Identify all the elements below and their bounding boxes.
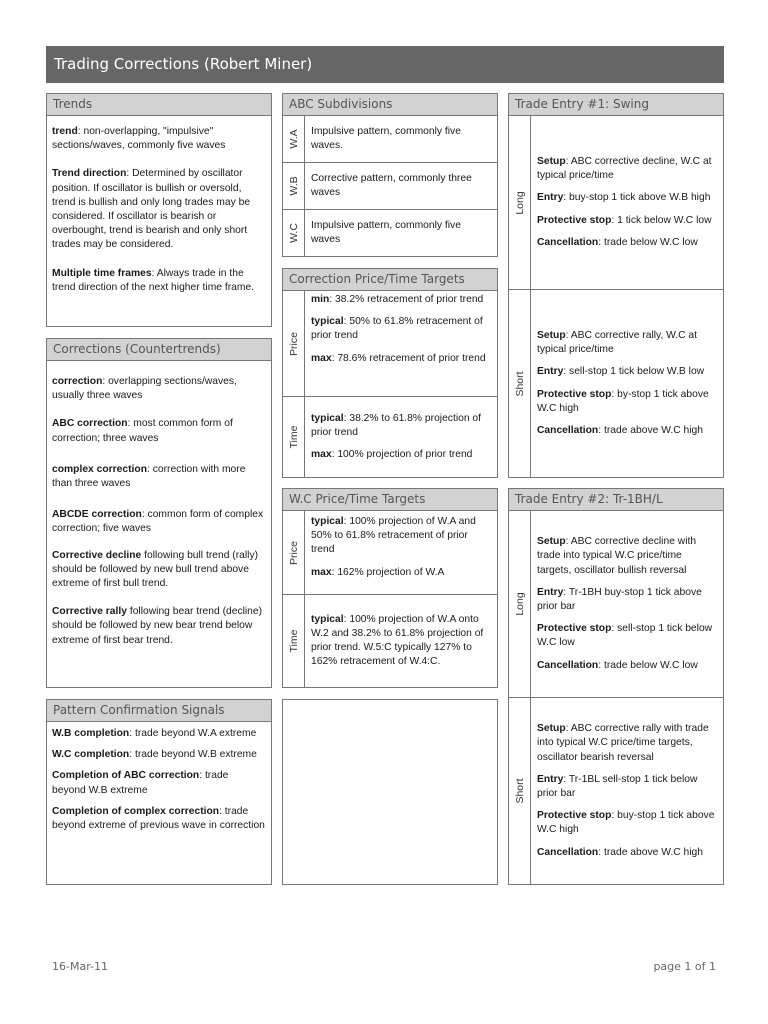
te2-short-label: Short (513, 778, 526, 804)
te2-long-item: Cancellation: trade below W.C low (537, 659, 698, 671)
abc-row-text: Impulsive pattern, commonly five waves (311, 219, 461, 245)
abc-row-label: W.B (287, 176, 300, 196)
corrections-item: correction: overlapping sections/waves, usually three waves (52, 376, 237, 402)
te1-short-item: Cancellation: trade above W.C high (537, 424, 703, 436)
te2-header: Trade Entry #2: Tr-1BH/L (509, 489, 723, 511)
corrections-item: ABCDE correction: common form of complex correction; five waves (52, 509, 264, 535)
abc-row-label: W.C (287, 223, 300, 243)
cpt-time-label: Time (287, 425, 300, 449)
wct-price-item: max: 162% projection of W.A (311, 566, 445, 578)
abc-row (283, 210, 497, 256)
wct-price-item: typical: 100% projection of W.A and 50% to 61.8% retracement of prior trend (311, 516, 476, 556)
trends-header: Trends (47, 94, 271, 116)
trends-item: Multiple time frames: Always trade in the trend direction of the next higher time frame. (52, 267, 255, 293)
cpt-price-item: typical: 50% to 61.8% retracement of prior trend (311, 316, 483, 342)
trends-body (47, 116, 271, 295)
wc-targets-panel (282, 488, 498, 688)
te2-long-item: Setup: ABC corrective decline with trade into typical W.C price/time targets, oscillator bullish reversal (537, 536, 697, 576)
cpt-time-row (283, 397, 497, 477)
footer-page-number: page 1 of 1 (653, 960, 716, 973)
trade-entry-swing-panel (508, 93, 724, 478)
te1-long-item: Entry: buy-stop 1 tick above W.B high (537, 192, 711, 204)
pattern-item: Completion of complex correction: trade beyond extreme of previous wave in correction (52, 805, 265, 832)
corrections-panel (46, 338, 272, 688)
trends-item: trend: non-overlapping, "impulsive" sections/waves, commonly five waves (52, 126, 226, 152)
cpt-price-item: max: 78.6% retracement of prior trend (311, 352, 486, 364)
abc-header: ABC Subdivisions (283, 94, 497, 116)
wct-header: W.C Price/Time Targets (283, 489, 497, 511)
abc-row-text: Impulsive pattern, commonly five waves. (311, 125, 461, 151)
cpt-time-item: typical: 38.2% to 61.8% projection of prior trend (311, 412, 482, 438)
cpt-price-row (283, 291, 497, 397)
trends-item: Trend direction: Determined by oscillator position. If oscillator is bullish or oversold, trend is bullish and only long trades may be considered. If oscillator is bearish or overbought, trend is bearish and only short trades may be considered. (52, 168, 251, 251)
abc-row-text: Corrective pattern, commonly three waves (311, 172, 472, 198)
abc-row (283, 116, 497, 163)
te1-long-item: Protective stop: 1 tick below W.C low (537, 214, 712, 226)
corrections-item: Corrective rally following bear trend (decline) should be followed by new bear trend below extreme of first bear trend. (52, 606, 263, 646)
empty-panel (282, 699, 498, 885)
te2-long-item: Protective stop: sell-stop 1 tick below W.C low (537, 623, 713, 649)
te2-short-item: Cancellation: trade above W.C high (537, 846, 703, 858)
te2-short-item: Setup: ABC corrective rally with trade into typical W.C price/time targets, oscillator bearish reversal (537, 723, 709, 763)
te1-short-item: Entry: sell-stop 1 tick below W.B low (537, 366, 705, 378)
footer-date: 16-Mar-11 (52, 960, 108, 973)
trade-entry-tr1b-panel (508, 488, 724, 885)
wct-price-label: Price (287, 540, 300, 565)
te2-long-label: Long (513, 592, 526, 616)
cpt-header: Correction Price/Time Targets (283, 269, 497, 291)
te2-long-item: Entry: Tr-1BH buy-stop 1 tick above prior bar (537, 586, 702, 612)
abc-subdivisions-panel (282, 93, 498, 257)
te2-long-row (509, 511, 723, 698)
correction-targets-panel (282, 268, 498, 478)
te1-short-label: Short (513, 370, 526, 397)
wct-time-label: Time (287, 629, 300, 653)
te2-short-row (509, 698, 723, 884)
abc-row-label: W.A (287, 129, 300, 149)
pattern-item: Completion of ABC correction: trade beyond W.B extreme (52, 770, 229, 796)
pattern-item: W.C completion: trade beyond W.B extreme (52, 749, 257, 761)
wct-time-item: typical: 100% projection of W.A onto W.2 and 38.2% to 61.8% projection of prior trend. W.5:C typically 127% to 162% retracement of W.4:C. (311, 613, 484, 668)
te1-long-label: Long (513, 190, 526, 215)
te2-short-item: Entry: Tr-1BL sell-stop 1 tick below prior bar (537, 773, 698, 799)
wct-price-row (283, 511, 497, 595)
te1-short-row (509, 290, 723, 477)
te1-long-item: Cancellation: trade below W.C low (537, 236, 698, 248)
pattern-body (47, 722, 271, 833)
pattern-header: Pattern Confirmation Signals (47, 700, 271, 722)
pattern-item: W.B completion: trade beyond W.A extreme (52, 728, 257, 739)
cpt-price-label: Price (287, 331, 300, 356)
page-title: Trading Corrections (Robert Miner) (46, 46, 724, 83)
te1-long-item: Setup: ABC corrective decline, W.C at typical price/time (537, 155, 712, 182)
te1-long-row (509, 116, 723, 290)
te1-header: Trade Entry #1: Swing (509, 94, 723, 116)
corrections-item: ABC correction: most common form of correction; three waves (52, 418, 233, 444)
corrections-body (47, 361, 271, 648)
te1-short-item: Protective stop: by-stop 1 tick above W.C high (537, 388, 709, 414)
corrections-item: complex correction: correction with more than three waves (52, 463, 246, 490)
cpt-time-item: max: 100% projection of prior trend (311, 449, 473, 461)
corrections-header: Corrections (Countertrends) (47, 339, 271, 361)
corrections-item: Corrective decline following bull trend (rally) should be followed by new bull trend above extreme of first bull trend. (52, 549, 259, 590)
wct-time-row (283, 595, 497, 687)
trends-panel (46, 93, 272, 327)
abc-row (283, 163, 497, 210)
cpt-price-item: min: 38.2% retracement of prior trend (311, 294, 484, 305)
te2-short-item: Protective stop: buy-stop 1 tick above W.C high (537, 810, 715, 836)
te1-short-item: Setup: ABC corrective rally, W.C at typical price/time (537, 329, 698, 356)
pattern-panel (46, 699, 272, 885)
